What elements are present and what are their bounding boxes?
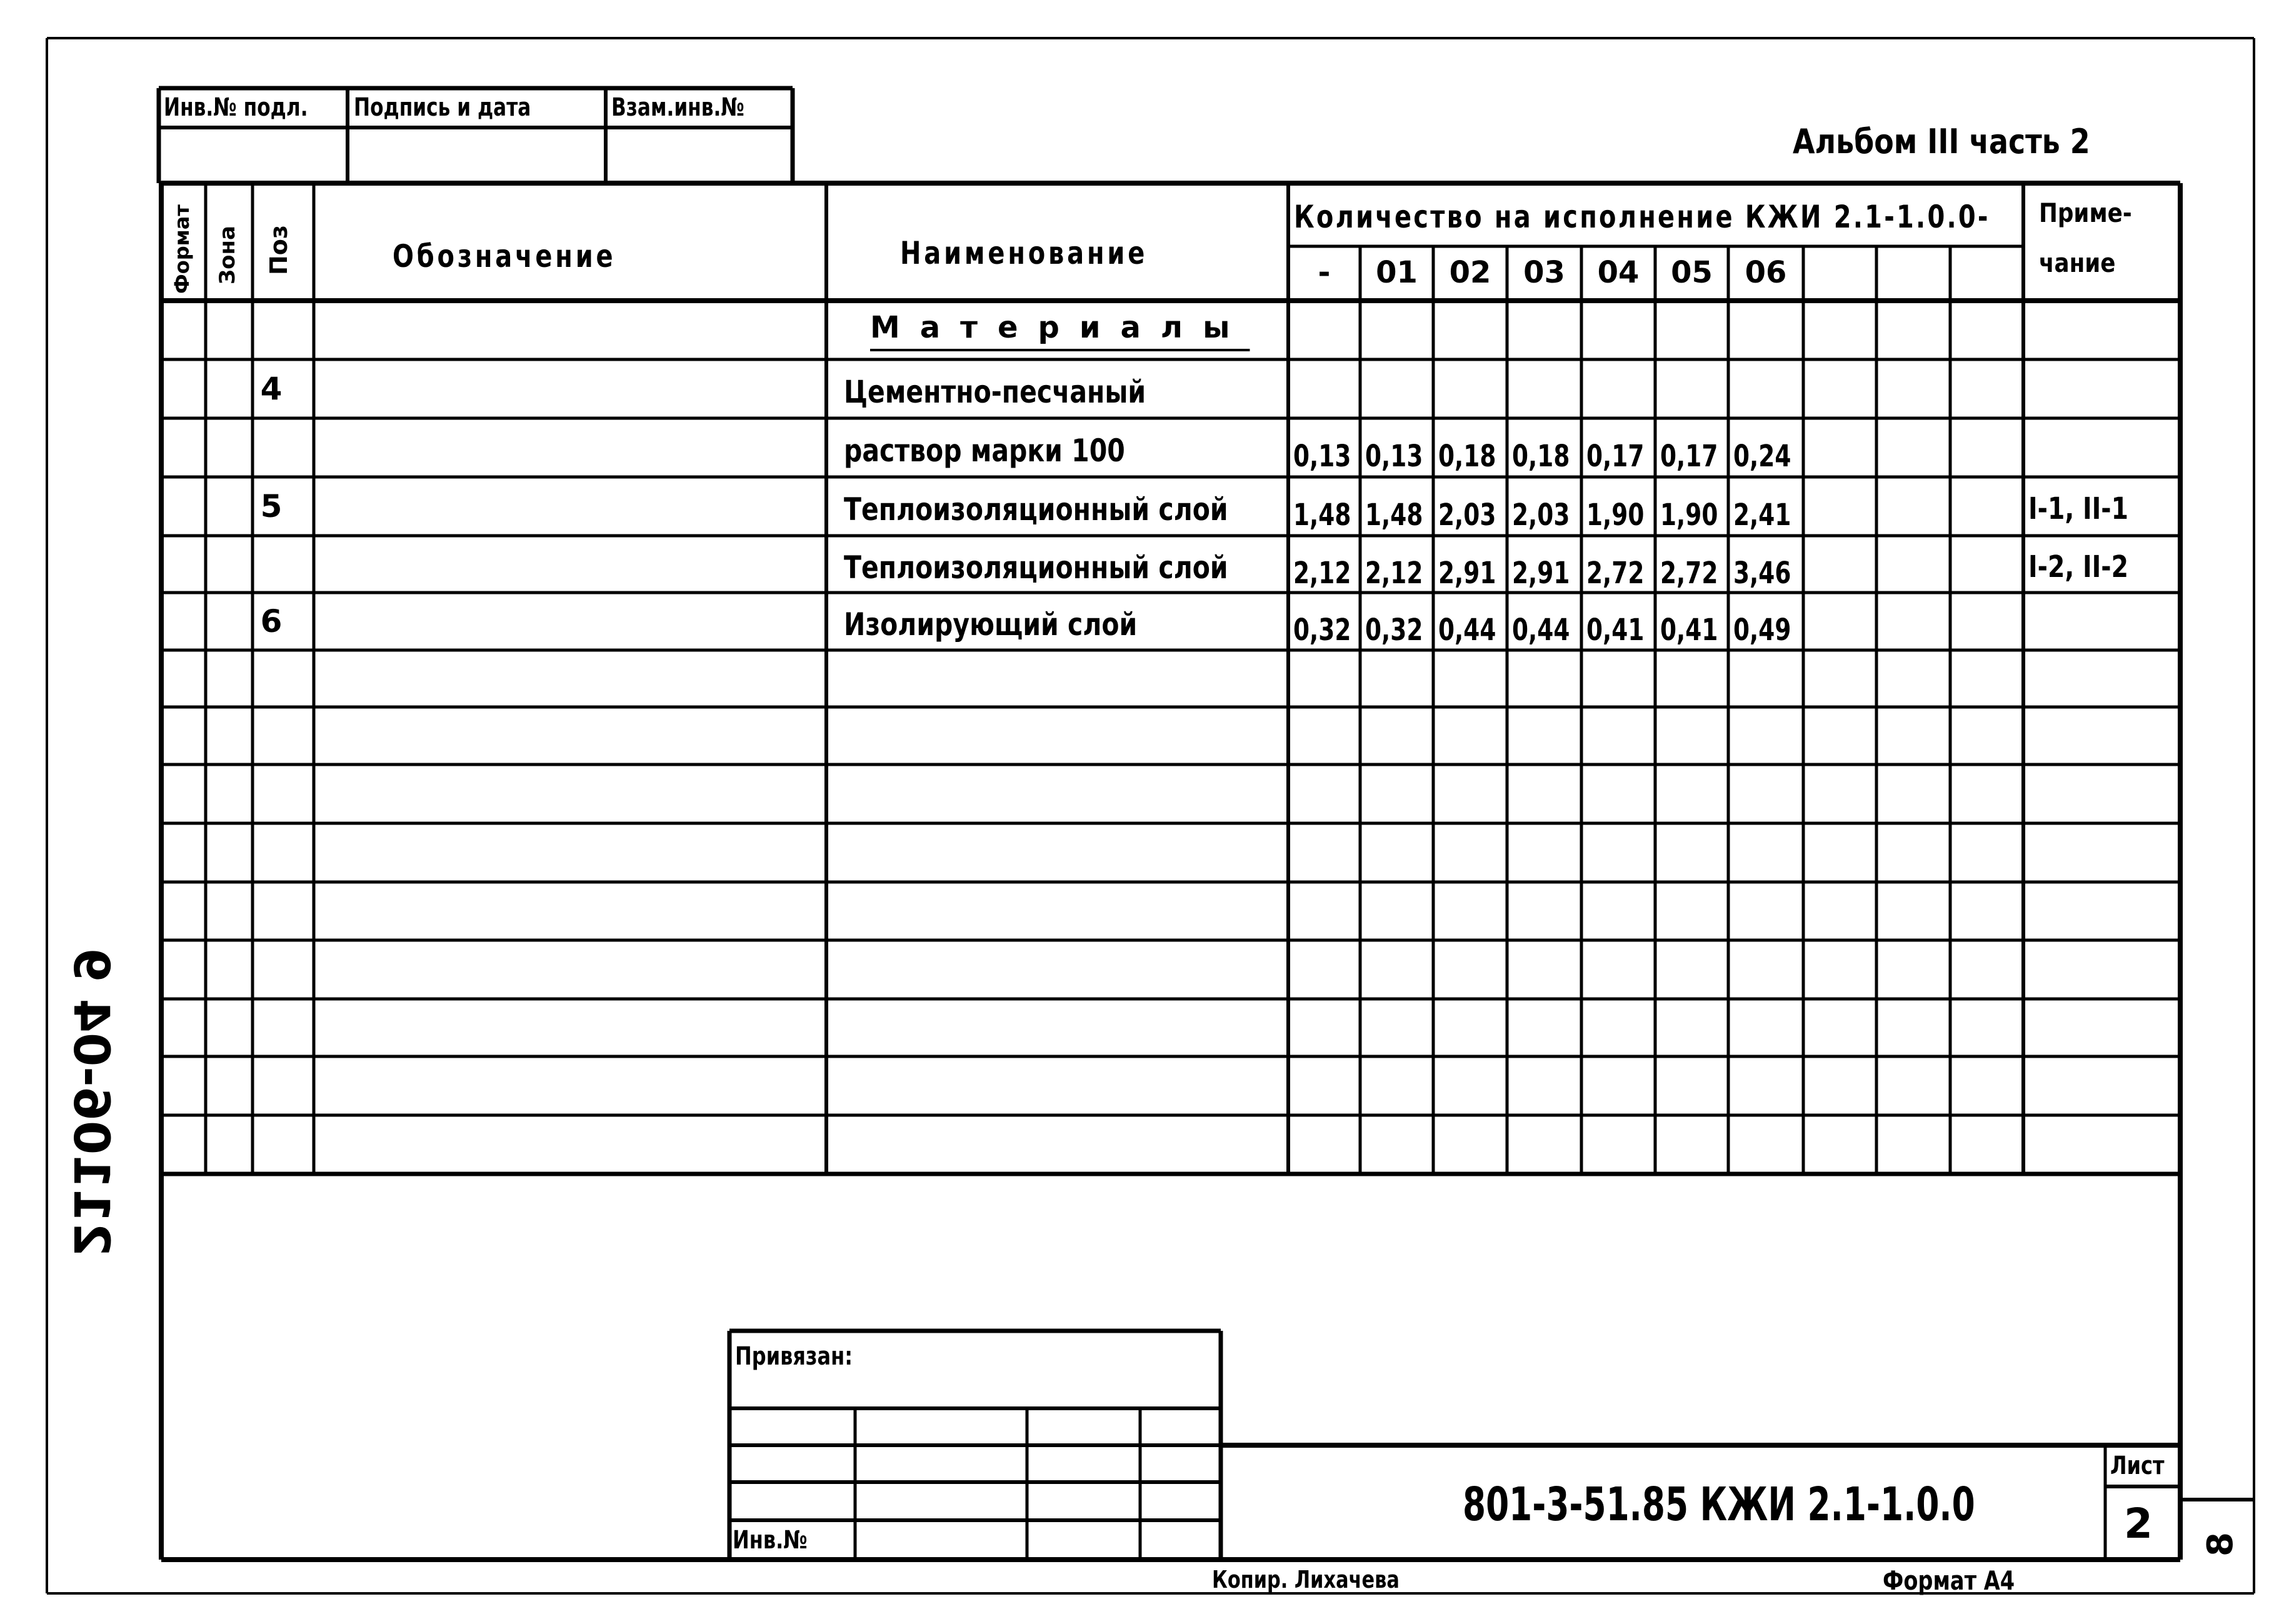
row-quantity: 0,32 [1365,613,1423,648]
stamp-inv-podl: Инв.№ подл. [164,93,308,122]
row-quantity: 2,72 [1586,555,1645,591]
document-code: 801-3-51.85 КЖИ 2.1-1.0.0 [1463,1478,1975,1531]
side-archive-number: 21106-04 9 [63,948,119,1256]
qty-column-header: 01 [1376,255,1418,290]
privyazan-label: Привязан: [735,1342,853,1371]
row-quantity: 0,13 [1365,439,1423,474]
row-note: I-1, II-1 [2028,491,2129,526]
row-quantity: 1,90 [1660,498,1718,533]
row-quantity: 2,72 [1660,555,1718,591]
qty-column-header: 04 [1597,255,1640,290]
stamp-podpis-data: Подпись и дата [354,93,531,122]
row-name: Цементно-песчаный [844,374,1146,410]
row-quantity: 2,03 [1438,498,1496,533]
row-quantity: 0,32 [1293,613,1351,648]
row-quantity: 0,13 [1293,439,1351,474]
row-name: Теплоизоляционный слой [844,549,1228,586]
row-quantity: 0,18 [1438,439,1496,474]
header-note-2: чание [2039,248,2116,278]
row-note: I-2, II-2 [2028,549,2129,584]
copier-label: Копир. Лихачева [1212,1566,1400,1593]
stamp-vzam-inv: Взам.инв.№ [611,93,744,122]
row-quantity: 0,49 [1733,613,1791,648]
row-quantity: 0,44 [1438,613,1496,648]
sheet-label: Лист [2110,1451,2165,1480]
header-naimenovanie: Наименование [900,235,1148,271]
row-quantity: 2,41 [1733,498,1791,533]
format-label: Формат А4 [1883,1565,2015,1596]
row-quantity: 0,44 [1512,613,1570,648]
qty-column-header: 06 [1745,255,1787,290]
row-position: 4 [260,371,283,407]
row-name: Теплоизоляционный слой [844,491,1228,528]
qty-column-header: - [1318,255,1331,290]
header-format: Формат [170,204,194,294]
section-title: Материалы [870,310,1250,345]
row-quantity: 2,12 [1293,555,1351,591]
row-position: 5 [260,488,283,524]
row-quantity: 2,12 [1365,555,1423,591]
row-quantity: 2,03 [1512,498,1570,533]
row-quantity: 0,17 [1586,439,1645,474]
qty-column-header: 03 [1523,255,1565,290]
row-position: 6 [260,603,283,639]
row-quantity: 0,41 [1586,613,1645,648]
row-name: Изолирующий слой [844,606,1138,643]
row-quantity: 3,46 [1733,555,1791,591]
header-oboznachenie: Обозначение [393,238,616,274]
row-quantity: 1,48 [1293,498,1351,533]
header-zona: Зона [215,226,240,284]
row-quantity: 0,17 [1660,439,1718,474]
corner-number: 8 [2200,1532,2241,1556]
row-quantity: 2,91 [1438,555,1496,591]
row-quantity: 1,48 [1365,498,1423,533]
row-quantity: 0,24 [1733,439,1791,474]
row-quantity: 0,41 [1660,613,1718,648]
qty-column-header: 05 [1671,255,1713,290]
row-name: раствор марки 100 [844,433,1125,469]
inv-number-label: Инв.№ [733,1526,808,1555]
row-quantity: 0,18 [1512,439,1570,474]
qty-column-header: 02 [1449,255,1491,290]
row-quantity: 1,90 [1586,498,1645,533]
album-label: Альбом III часть 2 [1793,122,2090,161]
header-poz: Поз [265,225,293,275]
header-note-1: Приме- [2039,198,2132,228]
sheet-number: 2 [2124,1500,2153,1548]
header-qty-title: Количество на исполнение КЖИ 2.1-1.0.0- [1294,199,1990,235]
row-quantity: 2,91 [1512,555,1570,591]
